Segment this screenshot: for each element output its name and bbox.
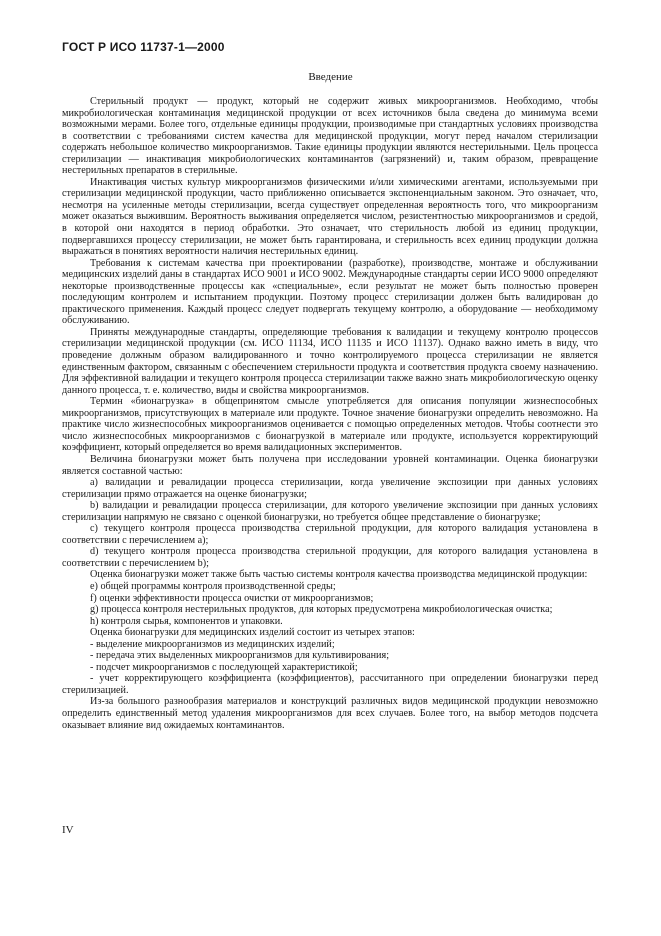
document-header: ГОСТ Р ИСО 11737-1—2000 [62, 40, 225, 54]
list-item: - передача этих выделенных микроорганизмов для культивирования; [90, 650, 390, 662]
paragraph: Оценка бионагрузки для медицинских изделий состоит из четырех этапов: [90, 627, 415, 639]
list-item: f) оценки эффективности процесса очистки от микроорганизмов; [90, 592, 374, 604]
section-title: Введение [308, 71, 353, 83]
list-item: h) контроля сырья, компонентов и упаковки. [90, 615, 283, 627]
list-item: b) валидации и ревалидации процесса стерилизации, для которого увеличение экспозиции при данных условиях стерилизации напрямую не связано с оценкой бионагрузки, но требуется общее представление о бионагрузке; [62, 500, 598, 523]
body-text [62, 96, 598, 731]
list-item: - выделение микроорганизмов из медицинских изделий; [90, 638, 335, 650]
paragraph: Инактивация чистых культур микроорганизмов физическими и/или химическими агентами, используемыми при стерилизации медицинской продукции, часто приближенно описывается экспоненциальным законом. Это означает, что, несмотря на усиленные методы стерилизации, всегда существует определенная вероятность того, что микроорганизм может оказаться выжившим. Вероятность выживания определяется числом, резистентностью микроорганизмов и средой, в которой они находятся в период обработки. Это означает, что стерильность любой из единиц продукции, подвергавшихся процессу стерилизации, не может быть гарантирована, и стерильность всех единиц продукции должна выражаться в понятиях вероятности наличия нестерильных единиц. [62, 176, 598, 258]
paragraph: Термин «бионагрузка» в общепринятом смысле употребляется для описания популяции жизнеспособных микроорганизмов, присутствующих в материале или продукте. Точное значение бионагрузки определить невозможно. На практике число жизнеспособных микроорганизмов оценивается с помощью определенных методов. Чтобы соотнести это число жизнеспособных микроорганизмов с бионагрузкой в материале или продукте, используется корректирующий коэффициент, который определяется во время валидационных экспериментов. [62, 396, 598, 454]
paragraph: Из-за большого разнообразия материалов и конструкций различных видов медицинской продукции невозможно определить единственный метод удаления микроорганизмов для всех случаев. Более того, на выбор методов подсчета оказывает влияние вид ожидаемых контаминантов. [62, 696, 598, 731]
list-item: - подсчет микроорганизмов с последующей характеристикой; [90, 661, 358, 673]
list-item: - учет корректирующего коэффициента (коэффициентов), рассчитанного при определении бионагрузки перед стерилизацией. [62, 673, 598, 696]
list-item: e) общей программы контроля производственной среды; [90, 580, 336, 592]
paragraph: Приняты международные стандарты, определяющие требования к валидации и текущему контролю процессов стерилизации медицинской продукции (см. ИСО 11134, ИСО 11135 и ИСО 11137). Однако важно иметь в виду, что проведение должным образом валидированного и точно контролируемого процесса стерилизации не является единственным фактором, связанным с обеспечением стерильности продукта и соответствия продукта своему назначению. Для эффективной валидации и текущего контроля процесса стерилизации также важно знать микробиологическую оценку данного процесса, т. е. количество, виды и свойства микроорганизмов. [62, 326, 598, 396]
paragraph: Стерильный продукт — продукт, который не содержит живых микроорганизмов. Необходимо, чтобы микробиологическая контаминация медицинской продукции от всех источников была сведена до минимума всеми возможными мерами. Более того, отдельные единицы продукции, производимые при стандартных условиях производства в соответствии с требованиями систем качества для медицинской продукции, могут перед началом стерилизации содержать небольшое количество микроорганизмов. Такие единицы продукции являются нестерильными. Цель процесса стерилизации — инактивация микробиологических контаминантов (загрязнений) и, таким образом, превращение нестерильных препаратов в стерильные. [62, 96, 598, 177]
list-item: c) текущего контроля процесса производства стерильной продукции, для которого валидация установлена в соответствии с перечислением а); [62, 523, 598, 546]
page-number: IV [62, 824, 74, 836]
paragraph: Оценка бионагрузки может также быть частью системы контроля качества производства медицинской продукции: [90, 569, 588, 581]
paragraph: Величина бионагрузки может быть получена при исследовании уровней контаминации. Оценка бионагрузки является составной частью: [62, 453, 598, 477]
list-item: g) процесса контроля нестерильных продуктов, для которых предусмотрена микробиологическая очистка; [90, 604, 553, 616]
list-item: d) текущего контроля процесса производства стерильной продукции, для которого валидация установлена в соответствии с перечислением b); [62, 546, 598, 569]
paragraph: Требования к системам качества при проектировании (разработке), производстве, монтаже и обслуживании медицинских изделий даны в стандартах ИСО 9001 и ИСО 9002. Международные стандарты серии ИСО 9000 определяют некоторые производственные процессы как «специальные», если результат не может быть полностью проверен последующим контролем и испытанием продукции. Поэтому процесс стерилизации должен быть валидирован до практического применения. Каждый процесс следует подвергать текущему контролю, а оборудование — необходимому обслуживанию. [62, 257, 598, 327]
list-item: a) валидации и ревалидации процесса стерилизации, когда увеличение экспозиции при данных условиях стерилизации прямо отражается на оценке бионагрузки; [62, 477, 598, 500]
